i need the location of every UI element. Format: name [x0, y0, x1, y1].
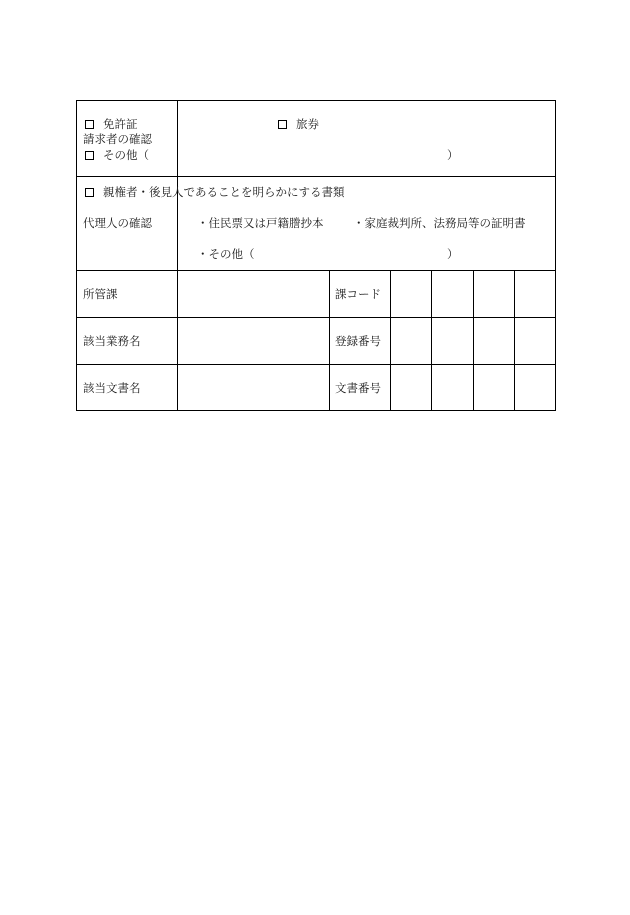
document-name-field[interactable]	[178, 365, 329, 410]
registration-number-digit-1[interactable]	[391, 318, 431, 364]
document-number-digit-1[interactable]	[391, 365, 431, 410]
department-code-digit-1[interactable]	[391, 271, 431, 317]
department-code-label: 課コード	[335, 287, 381, 301]
license-label: 免許証	[103, 117, 138, 131]
registration-number-digit-3[interactable]	[474, 318, 514, 364]
column-divider	[329, 270, 330, 410]
requester-other-close: ）	[447, 148, 459, 162]
document-number-digit-2[interactable]	[432, 365, 473, 410]
department-label: 所管課	[83, 287, 118, 301]
requester-other-label: その他（	[103, 148, 149, 162]
document-number-digit-4[interactable]	[515, 365, 555, 410]
passport-option[interactable]	[278, 117, 319, 131]
requester-other-checkbox[interactable]	[85, 151, 94, 160]
department-code-digit-4[interactable]	[515, 271, 555, 317]
business-name-label: 該当業務名	[83, 334, 141, 348]
document-number-label: 文書番号	[335, 381, 381, 395]
requester-confirmation-label: 請求者の確認	[83, 132, 152, 146]
guardian-document-option[interactable]	[85, 185, 345, 199]
department-code-digit-2[interactable]	[432, 271, 473, 317]
agent-other-item: ・その他（	[197, 247, 255, 261]
row-divider	[77, 176, 555, 177]
license-option[interactable]	[85, 117, 138, 131]
document-number-digit-3[interactable]	[474, 365, 514, 410]
business-name-field[interactable]	[178, 318, 329, 364]
registration-number-digit-4[interactable]	[515, 318, 555, 364]
registration-number-digit-2[interactable]	[432, 318, 473, 364]
resident-record-item: ・住民票又は戸籍謄抄本	[197, 216, 324, 230]
guardian-document-label: 親権者・後見人であることを明らかにする書類	[103, 185, 345, 199]
license-checkbox[interactable]	[85, 120, 94, 129]
passport-checkbox[interactable]	[278, 120, 287, 129]
guardian-document-checkbox[interactable]	[85, 188, 94, 197]
requester-other-option[interactable]	[85, 148, 149, 162]
court-certificate-item: ・家庭裁判所、法務局等の証明書	[353, 216, 526, 230]
agent-confirmation-label: 代理人の確認	[83, 216, 152, 230]
passport-label: 旅券	[296, 117, 319, 131]
confirmation-form-table	[76, 100, 556, 411]
registration-number-label: 登録番号	[335, 334, 381, 348]
department-field[interactable]	[178, 271, 329, 317]
agent-other-close: ）	[447, 247, 459, 261]
department-code-digit-3[interactable]	[474, 271, 514, 317]
document-name-label: 該当文書名	[83, 381, 141, 395]
